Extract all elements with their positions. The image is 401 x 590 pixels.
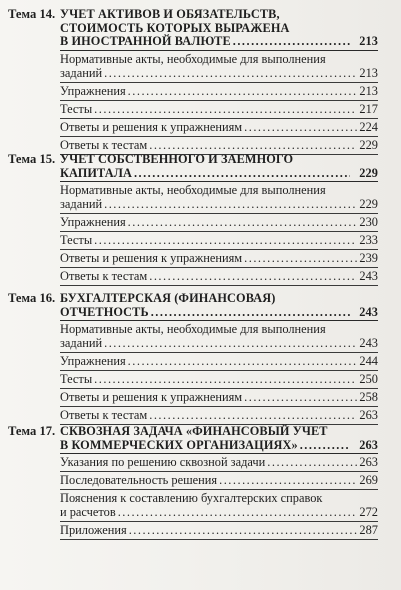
entry-label: Ответы и решения к упражнениям <box>60 390 243 404</box>
topic-title-line: УЧЕТ АКТИВОВ И ОБЯЗАТЕЛЬСТВ, <box>60 7 280 21</box>
toc-entry[interactable] <box>60 250 378 268</box>
leader-dots <box>128 215 358 229</box>
toc-entry[interactable] <box>60 119 378 137</box>
entry-page-number: 229 <box>359 197 378 211</box>
entry-page-number: 269 <box>359 473 378 487</box>
topic-title[interactable] <box>60 8 378 51</box>
entry-label: Ответы и решения к упражнениям <box>60 251 243 265</box>
leader-dots <box>104 66 357 80</box>
topic-title[interactable] <box>60 153 378 182</box>
topic-title-line: ОТЧЕТНОСТЬ <box>60 304 149 319</box>
topic-body <box>60 8 378 155</box>
entry-page-number: 213 <box>359 83 378 98</box>
entry-page-number: 230 <box>359 215 378 229</box>
topic-page-number: 213 <box>359 34 378 48</box>
topic-number: Тема 15. <box>8 152 56 166</box>
toc-entry[interactable] <box>60 407 378 425</box>
leader-dots <box>244 251 357 265</box>
entry-label: Упражнения <box>60 83 126 98</box>
topic-title-line: СКВОЗНАЯ ЗАДАЧА «ФИНАНСОВЫЙ УЧЕТ <box>60 424 328 438</box>
toc-entry[interactable] <box>60 353 378 371</box>
toc-entry[interactable] <box>60 232 378 250</box>
topic-title[interactable] <box>60 292 378 321</box>
entry-label: Приложения <box>60 523 127 537</box>
leader-dots <box>118 505 358 519</box>
entry-page-number: 213 <box>359 65 378 80</box>
entry-label: заданий <box>60 197 103 211</box>
leader-dots <box>104 197 357 211</box>
entry-label: Упражнения <box>60 215 126 229</box>
leader-dots <box>149 269 357 283</box>
topic-title[interactable] <box>60 425 378 454</box>
leader-dots <box>267 455 357 469</box>
topic-number: Тема 14. <box>8 7 56 21</box>
entry-label: Ответы к тестам <box>60 269 148 283</box>
leader-dots <box>244 120 357 134</box>
toc-entry[interactable] <box>60 268 378 286</box>
leader-dots <box>128 84 358 98</box>
leader-dots <box>104 336 357 350</box>
entry-page-number: 263 <box>359 408 378 422</box>
topic-page-number: 263 <box>359 437 378 452</box>
toc-entry[interactable] <box>60 321 378 353</box>
entry-label: Ответы к тестам <box>60 137 148 152</box>
entry-page-number: 233 <box>359 233 378 247</box>
leader-dots <box>129 523 358 537</box>
entry-page-number: 263 <box>359 455 378 469</box>
entry-label: Тесты <box>60 233 93 247</box>
entry-label: Нормативные акты, необходимые для выполнения <box>60 322 326 336</box>
leader-dots <box>244 390 357 404</box>
entry-label: Тесты <box>60 101 93 116</box>
entry-label: и расчетов <box>60 505 116 519</box>
topic-body <box>60 292 378 425</box>
entry-label: Указания по решению сквозной задачи <box>60 455 266 469</box>
entry-page-number: 229 <box>359 137 378 152</box>
entry-label: Ответы и решения к упражнениям <box>60 119 243 134</box>
leader-dots <box>128 354 358 368</box>
entry-label: Ответы к тестам <box>60 408 148 422</box>
entry-label: Тесты <box>60 372 93 386</box>
entry-page-number: 224 <box>359 119 378 134</box>
leader-dots <box>94 102 357 116</box>
leader-dots <box>149 138 357 152</box>
topic-page-number: 243 <box>359 304 378 319</box>
toc-entry[interactable] <box>60 101 378 119</box>
entry-page-number: 272 <box>359 505 378 519</box>
topic-title-line: СТОИМОСТЬ КОТОРЫХ ВЫРАЖЕНА <box>60 20 290 35</box>
entry-label: Упражнения <box>60 354 126 368</box>
entry-page-number: 239 <box>359 251 378 265</box>
toc-entry[interactable] <box>60 522 378 540</box>
entry-page-number: 250 <box>359 372 378 386</box>
leader-dots <box>151 306 350 320</box>
topic-title-line: УЧЕТ СОБСТВЕННОГО И ЗАЕМНОГО <box>60 152 294 166</box>
entry-page-number: 243 <box>359 336 378 350</box>
entry-page-number: 243 <box>359 269 378 283</box>
leader-dots <box>134 167 350 181</box>
topic-body <box>60 425 378 540</box>
toc-entry[interactable] <box>60 454 378 472</box>
topic-title-line: БУХГАЛТЕРСКАЯ (ФИНАНСОВАЯ) <box>60 291 276 305</box>
leader-dots <box>233 35 350 49</box>
entry-label: заданий <box>60 65 103 80</box>
toc-entry[interactable] <box>60 472 378 490</box>
leader-dots <box>94 372 357 386</box>
entry-label: Последовательность решения <box>60 473 218 487</box>
toc-entry[interactable] <box>60 182 378 214</box>
topic-title-line: КАПИТАЛА <box>60 165 132 180</box>
topic-page-number: 229 <box>359 165 378 180</box>
entry-page-number: 287 <box>359 523 378 537</box>
toc-entry[interactable] <box>60 490 378 522</box>
entry-page-number: 217 <box>359 101 378 116</box>
toc-entry[interactable] <box>60 51 378 83</box>
topic-body <box>60 153 378 286</box>
entry-label: заданий <box>60 336 103 350</box>
entry-page-number: 244 <box>359 354 378 368</box>
topic-number: Тема 16. <box>8 291 56 305</box>
topic-number: Тема 17. <box>8 424 56 438</box>
entry-label: Нормативные акты, необходимые для выполнения <box>60 51 326 66</box>
entry-label: Нормативные акты, необходимые для выполнения <box>60 183 326 197</box>
toc-entry[interactable] <box>60 83 378 101</box>
leader-dots <box>219 473 357 487</box>
toc-entry[interactable] <box>60 214 378 232</box>
entry-page-number: 258 <box>359 390 378 404</box>
leader-dots <box>94 233 357 247</box>
toc-entry[interactable] <box>60 371 378 389</box>
toc-entry[interactable] <box>60 389 378 407</box>
topic-title-line: В ИНОСТРАННОЙ ВАЛЮТЕ <box>60 34 231 48</box>
topic-title-line: В КОММЕРЧЕСКИХ ОРГАНИЗАЦИЯХ» <box>60 437 298 452</box>
leader-dots <box>300 439 350 453</box>
leader-dots <box>149 408 357 422</box>
entry-label: Пояснения к составлению бухгалтерских справок <box>60 491 323 505</box>
